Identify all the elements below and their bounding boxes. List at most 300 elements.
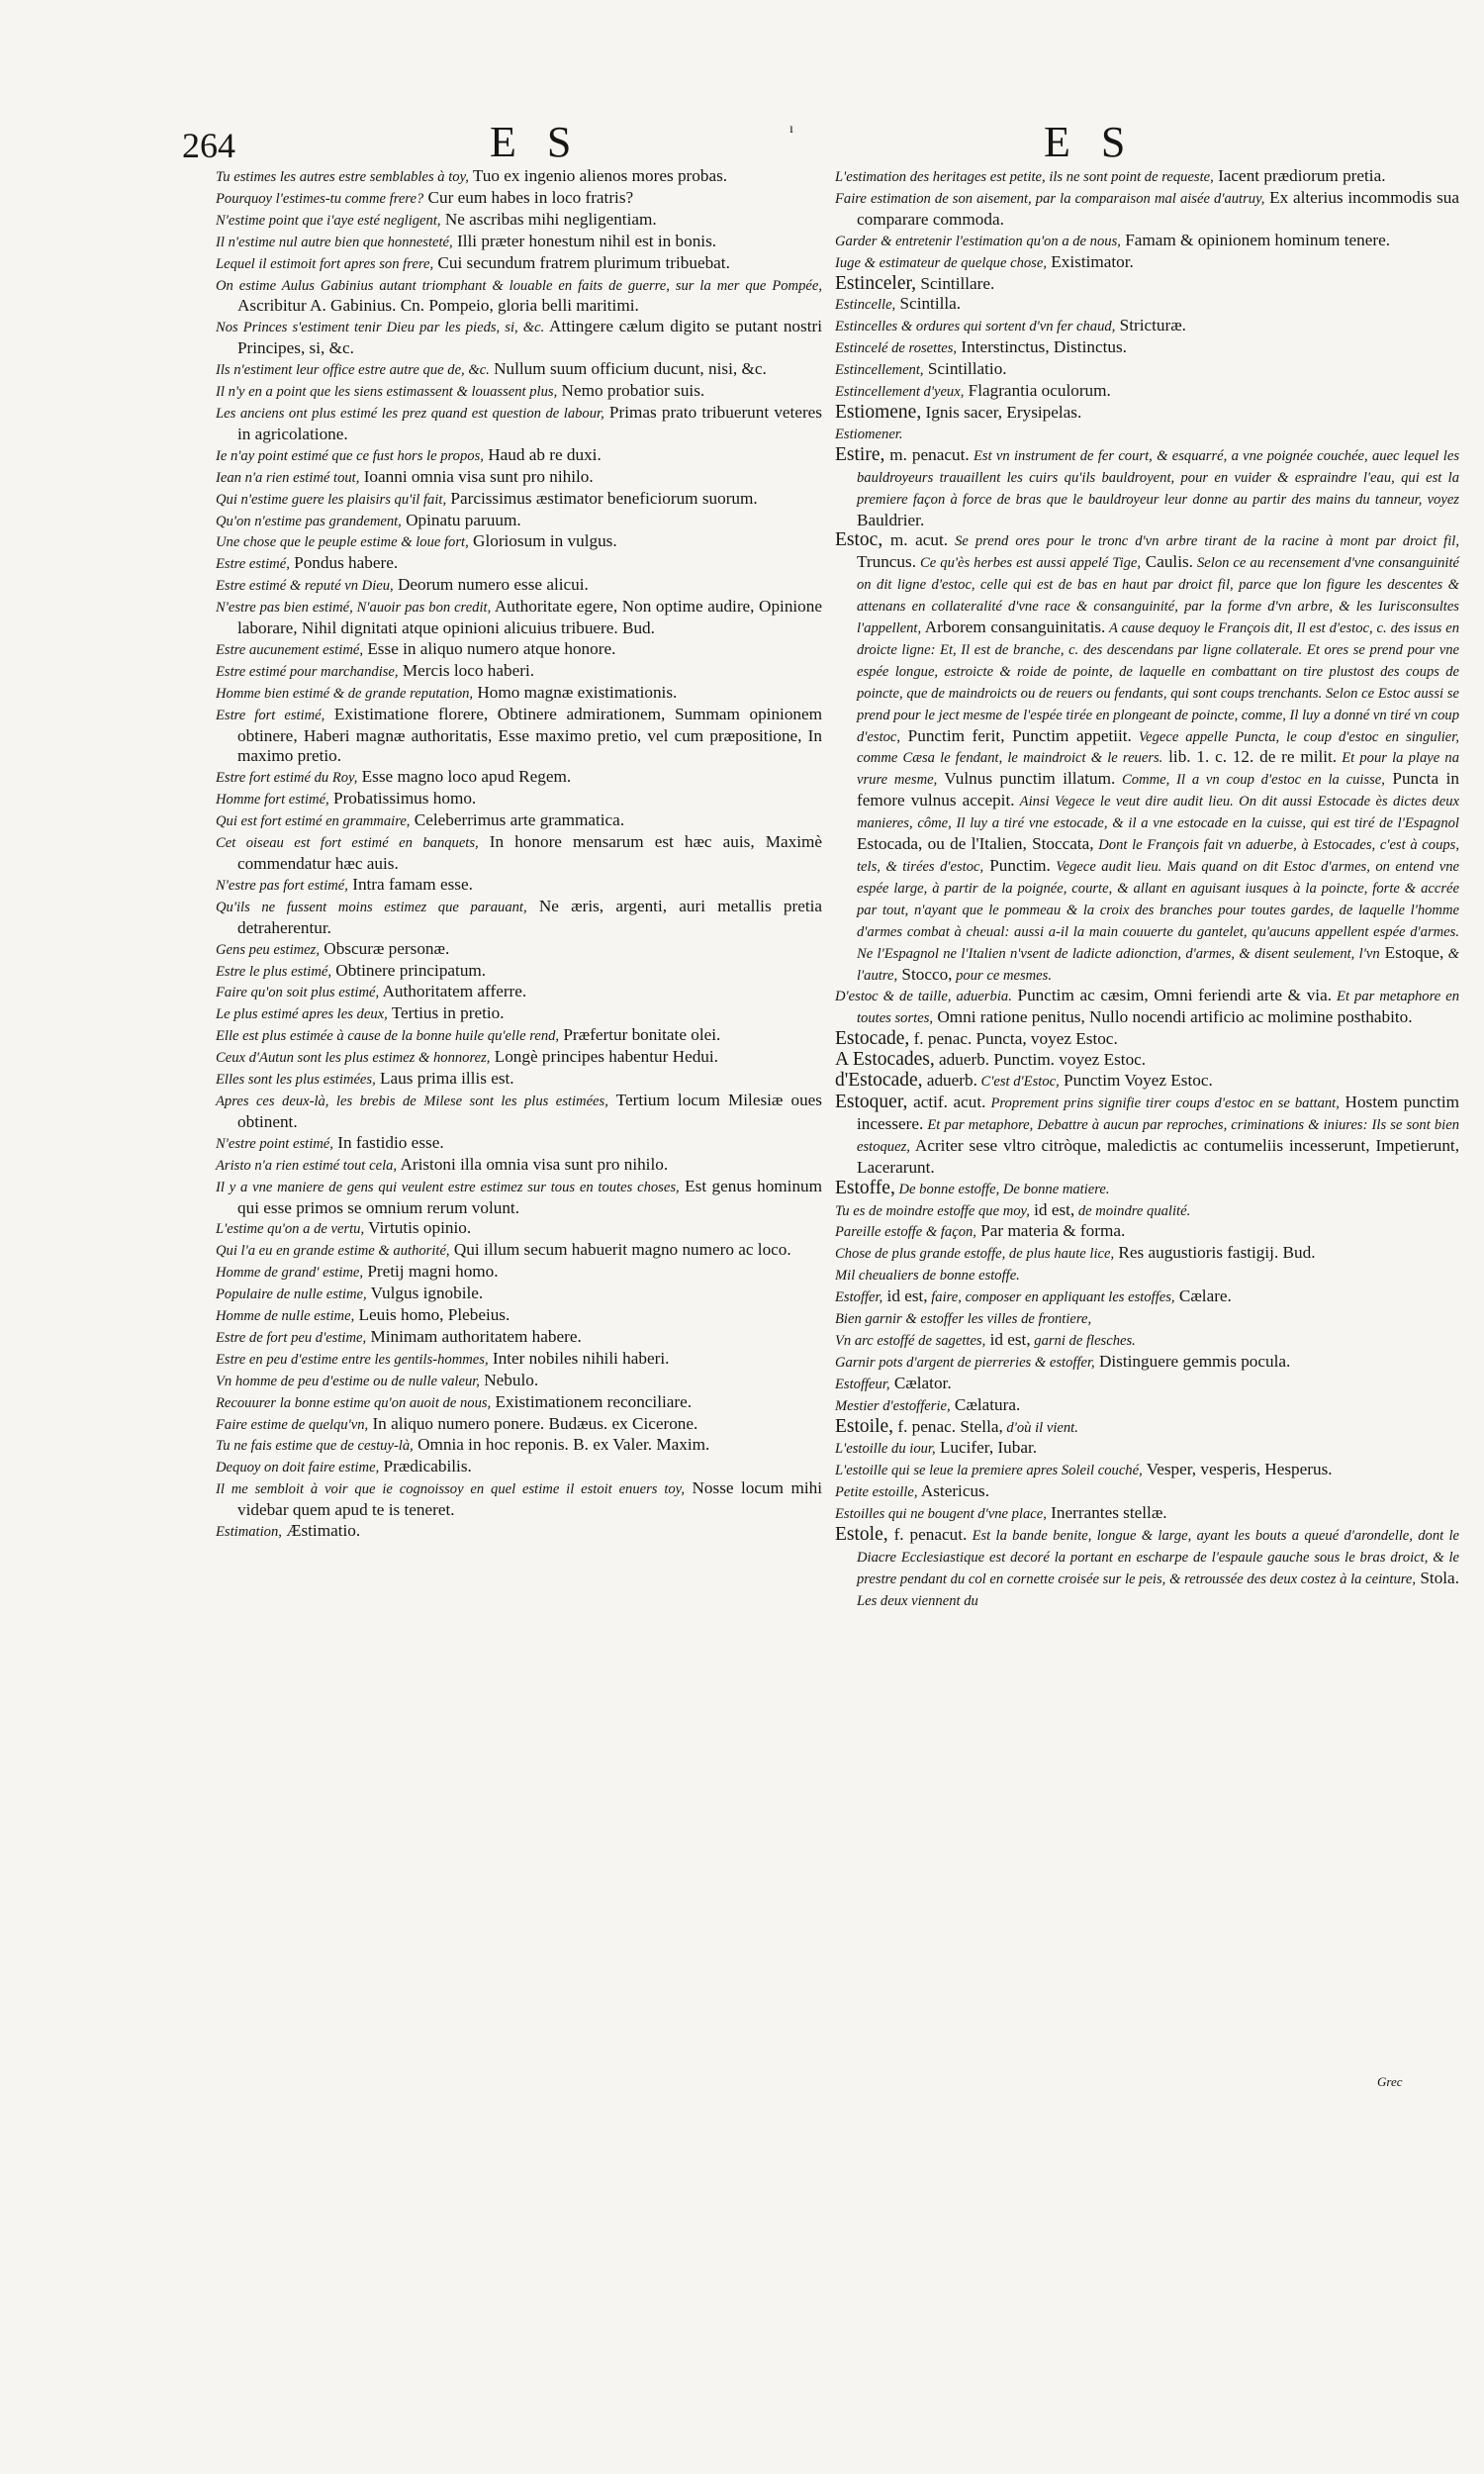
- latin-text: Inerrantes stellæ.: [1046, 1503, 1167, 1523]
- french-text: Comme, Il a vn coup d'estoc en la cuisse,: [1115, 772, 1385, 789]
- latin-text: Virtutis opinio.: [364, 1218, 472, 1238]
- french-text: Tu ne fais estime que de cestuy-là,: [216, 1438, 414, 1455]
- latin-text: Pretij magni homo.: [363, 1262, 499, 1282]
- dictionary-entry: [216, 317, 822, 359]
- dictionary-entry: [216, 253, 822, 275]
- latin-text: Stricturæ.: [1115, 316, 1186, 335]
- french-text: Dont le François fait vn aduerbe, à Estocades, c'est à coups, tels, & tirées d'estoc,: [857, 837, 1459, 875]
- dictionary-entry: [216, 875, 822, 897]
- dictionary-entry: [216, 275, 822, 318]
- french-text: Garnir pots d'argent de pierreries & estoffer,: [835, 1354, 1095, 1371]
- headword: Estoquer,: [835, 1091, 908, 1112]
- dictionary-entry: [216, 961, 822, 983]
- latin-text: Minimam authoritatem habere.: [366, 1326, 582, 1346]
- dictionary-entry: [216, 1240, 822, 1262]
- dictionary-entry: [835, 1417, 1459, 1439]
- latin-text: Authoritatem afferre.: [379, 982, 527, 1001]
- headword: d'Estocade,: [835, 1070, 923, 1092]
- headword: Estoile,: [835, 1415, 894, 1437]
- french-text: N'estre point estimé,: [216, 1135, 333, 1152]
- french-text: Estre aucunement estimé,: [216, 641, 364, 658]
- french-text: Et pour la playe na vrure mesme,: [857, 750, 1459, 789]
- dictionary-entry: [216, 232, 822, 253]
- dictionary-entry: [835, 1525, 1459, 1612]
- latin-text: Gloriosum in vulgus.: [468, 531, 617, 551]
- latin-text: Aristoni illa omnia visa sunt pro nihilo.: [397, 1154, 669, 1174]
- dictionary-entry: [835, 1352, 1459, 1374]
- latin-text: Interstinctus, Distinctus.: [957, 337, 1127, 357]
- dictionary-entry: [835, 231, 1459, 252]
- latin-text: Existimatione florere, Obtinere admirationem, Summam opinionem obtinere, Haberi magnæ authoritatis, Esse maximo pretio, vel cum præpositione, In maximo pretio.: [237, 704, 823, 766]
- french-text: Homme de nulle estime,: [216, 1308, 355, 1325]
- headword: Estinceler,: [835, 272, 917, 294]
- latin-text: Mercis loco haberi.: [398, 660, 535, 680]
- dictionary-entry: [835, 445, 1459, 531]
- dictionary-entry: [216, 1392, 822, 1414]
- french-text: A cause dequoy le François dit, Il est d'estoc, c. des issus en droicte ligne: Et, Il est de branche, c. des descendans par ligne collaterale. Et ores se prend pour vne espée longue, estroicte & roide de pointe, de laquelle en combattant on tire plustost des coups de poincte, que de maindroicts ou de reuers ou fendants, qui sont coups trenchants. Selon ce Estoc aussi se prend pour le ject mesme de l'espée tirée en plongeant de poincte, comme, Il luy a donné vn tiré vn coup d'estoc,: [857, 620, 1459, 745]
- french-text: Pareille estoffe & façon,: [835, 1224, 976, 1241]
- french-text: Et par metaphore en toutes sortes,: [857, 989, 1459, 1027]
- french-text: Qu'ils ne fussent moins estimez que parauant,: [216, 899, 527, 915]
- latin-text: Parcissimus æstimator beneficiorum suorum.: [446, 488, 758, 508]
- latin-text: Flagrantia oculorum.: [964, 381, 1111, 401]
- dictionary-entry: [835, 1243, 1459, 1265]
- dictionary-entry: [216, 1069, 822, 1091]
- dictionary-entry: [835, 359, 1459, 381]
- dictionary-entry: [835, 1503, 1459, 1525]
- latin-text: Nebulo.: [479, 1370, 539, 1389]
- french-text: Estincelé de rosettes,: [835, 340, 958, 357]
- dictionary-entry: [216, 1091, 822, 1133]
- latin-text: Omnia in hoc reponis. B. ex Valer. Maxim.: [413, 1435, 710, 1455]
- dictionary-entry: [835, 294, 1459, 316]
- french-text: Qui n'estime guere les plaisirs qu'il fait,: [216, 491, 447, 508]
- latin-text: Haud ab re duxi.: [483, 444, 602, 464]
- dictionary-entry: [216, 445, 822, 467]
- headword: Estole,: [835, 1524, 888, 1546]
- latin-text: Famam & opinionem hominum tenere.: [1120, 230, 1390, 249]
- french-text: Garder & entretenir l'estimation qu'on a de nous,: [835, 233, 1121, 249]
- latin-text: Tertius in pretio.: [387, 1003, 505, 1023]
- french-text: Vn homme de peu d'estime ou de nulle valeur,: [216, 1373, 480, 1389]
- french-text: Faire estimation de son aisement, par la comparaison mal aisée d'autruy,: [835, 190, 1265, 207]
- french-text: Estre de fort peu d'estime,: [216, 1329, 367, 1346]
- latin-text: Acriter sese vltro citròque, maledictis ac contumeliis incesserunt, Impetierunt, Lacerarunt.: [857, 1135, 1459, 1177]
- latin-text: Existimator.: [1046, 251, 1134, 271]
- dictionary-entry: [216, 1349, 822, 1371]
- latin-text: Bauldrier.: [857, 510, 925, 529]
- dictionary-entry: [835, 1050, 1459, 1071]
- french-text: Gens peu estimez,: [216, 941, 320, 958]
- french-text: L'estoille qui se leue la premiere apres Soleil couché,: [835, 1463, 1143, 1479]
- french-text: Homme fort estimé,: [216, 792, 329, 809]
- french-text: Estincellement d'yeux,: [835, 384, 965, 401]
- latin-text: id est,: [882, 1286, 928, 1306]
- dictionary-entry: [835, 424, 1459, 445]
- latin-text: id est,: [985, 1329, 1031, 1349]
- dictionary-entry: [835, 1374, 1459, 1395]
- french-text: Il y a vne maniere de gens qui veulent estre estimez sur tous en toutes choses,: [216, 1179, 680, 1195]
- french-text: Estre fort estimé du Roy,: [216, 770, 358, 787]
- dictionary-entry: [216, 489, 822, 511]
- latin-text: Opinatu paruum.: [401, 510, 521, 529]
- french-text: Qui est fort estimé en grammaire,: [216, 813, 411, 830]
- french-text: Estoilles qui ne bougent d'vne place,: [835, 1506, 1047, 1523]
- latin-text: Obtinere principatum.: [331, 960, 487, 980]
- dictionary-entry: [835, 1481, 1459, 1503]
- latin-text: f. penacut.: [887, 1525, 968, 1545]
- latin-text: Lucifer, Iubar.: [935, 1438, 1038, 1458]
- french-text: Estre le plus estimé,: [216, 963, 331, 980]
- french-text: Ceux d'Autun sont les plus estimez & honnorez,: [216, 1050, 491, 1067]
- french-text: Recouurer la bonne estime qu'on auoit de nous,: [216, 1394, 492, 1411]
- latin-text: m. penacut.: [884, 444, 970, 464]
- latin-text: Scintillare.: [916, 273, 995, 293]
- french-text: C'est d'Estoc,: [976, 1074, 1060, 1091]
- dictionary-entry: [835, 1093, 1459, 1179]
- latin-text: Ignis sacer, Erysipelas.: [921, 402, 1082, 422]
- dictionary-entry: [216, 982, 822, 1003]
- dictionary-entry: [216, 1262, 822, 1284]
- latin-text: Pondus habere.: [289, 553, 399, 573]
- dictionary-entry: [835, 1330, 1459, 1352]
- french-text: & l'autre,: [857, 945, 1459, 984]
- latin-text: Iacent prædiorum pretia.: [1213, 166, 1386, 185]
- dictionary-entry: [835, 1438, 1459, 1460]
- dictionary-entry: [835, 403, 1459, 424]
- dictionary-entry: [216, 511, 822, 532]
- latin-text: In honore mensarum est hæc auis, Maximè commendatur hæc auis.: [237, 832, 822, 873]
- french-text: Estoffer,: [835, 1289, 883, 1306]
- latin-text: Obscuræ personæ.: [319, 938, 450, 958]
- french-text: Elle est plus estimée à cause de la bonne huile qu'elle rend,: [216, 1028, 560, 1045]
- french-text: L'estime qu'on a de vertu,: [216, 1221, 365, 1238]
- french-text: Les deux viennent du: [857, 1592, 978, 1609]
- latin-text: Ne ascribas mihi negligentiam.: [440, 209, 657, 229]
- page-header: [0, 117, 1484, 166]
- latin-text: Præfertur bonitate olei.: [559, 1025, 721, 1045]
- latin-text: Cælare.: [1174, 1286, 1232, 1306]
- french-text: Estincelles & ordures qui sortent d'vn fer chaud,: [835, 319, 1116, 335]
- dictionary-entry: [216, 661, 822, 683]
- latin-text: Esse in aliquo numero atque honore.: [363, 638, 616, 658]
- latin-text: In aliquo numero ponere. Budæus. ex Cicerone.: [368, 1413, 698, 1433]
- dictionary-entry: [216, 1414, 822, 1436]
- headword: Estocade,: [835, 1028, 910, 1050]
- french-text: d'où il vient.: [1002, 1419, 1078, 1436]
- latin-text: Attingere cælum digito se putant nostri Principes, si, &c.: [237, 317, 822, 358]
- french-text: Estre en peu d'estime entre les gentils-hommes,: [216, 1351, 489, 1368]
- page-number: 264: [182, 126, 235, 165]
- dictionary-entry: [835, 1071, 1459, 1093]
- french-text: Estincellement,: [835, 362, 924, 379]
- latin-text: id est,: [1029, 1199, 1075, 1219]
- french-text: N'estime point que i'aye esté negligent,: [216, 212, 441, 229]
- headword: A Estocades,: [835, 1049, 935, 1071]
- latin-text: actif. acut.: [907, 1092, 986, 1111]
- dictionary-entry: [216, 897, 822, 939]
- french-text: Estre estimé & reputé vn Dieu,: [216, 578, 394, 595]
- french-text: Estre estimé pour marchandise,: [216, 663, 399, 680]
- french-text: Ce qu'ès herbes est aussi appelé Tige,: [916, 555, 1142, 572]
- latin-text: Nosse locum mihi videbar quem apud te is teneret.: [237, 1478, 822, 1520]
- headword: Estoffe,: [835, 1177, 895, 1198]
- latin-text: Scintilla.: [895, 294, 962, 314]
- dictionary-entry: [835, 1308, 1459, 1330]
- french-text: Est vn instrument de fer court, & esquarré, a vne poignée couchée, auec lequel les bauldroyeurs trauaillent les cuirs qu'ils bauldroyent, pour en vuider & espraindre l'eau, qui est la premiere façon à force de bras que le bauldroyeur leur donne au partir des mains du tanneur, voyez: [857, 447, 1460, 508]
- latin-text: lib. 1. c. 12. de re milit.: [1162, 747, 1338, 767]
- dictionary-entry: [835, 1395, 1459, 1417]
- dictionary-entry: [835, 316, 1459, 337]
- latin-text: Puncta in femore vulnus accepit.: [857, 769, 1459, 810]
- dictionary-entry: [835, 1200, 1459, 1222]
- latin-text: Qui illum secum habuerit magno numero ac loco.: [449, 1240, 791, 1260]
- latin-text: Leuis homo, Plebeius.: [354, 1305, 510, 1325]
- french-text: Tu es de moindre estoffe que moy,: [835, 1202, 1030, 1219]
- latin-text: Æstimatio.: [281, 1521, 361, 1541]
- latin-text: Truncus.: [857, 552, 917, 572]
- latin-text: Par materia & forma.: [975, 1221, 1126, 1241]
- latin-text: Estocada, ou de l'Italien, Stoccata,: [857, 834, 1094, 854]
- french-text: Cet oiseau est fort estimé en banquets,: [216, 835, 479, 852]
- latin-text: Celeberrimus arte grammatica.: [410, 810, 625, 830]
- dictionary-entry: [835, 1221, 1459, 1243]
- dictionary-entry: [216, 1003, 822, 1025]
- french-text: Faire qu'on soit plus estimé,: [216, 985, 380, 1001]
- dictionary-entry: [216, 210, 822, 232]
- dictionary-entry: [835, 1265, 1459, 1286]
- dictionary-entry: [216, 359, 822, 381]
- french-text: Estoffeur,: [835, 1376, 890, 1392]
- dictionary-entry: [216, 1371, 822, 1392]
- latin-text: Vulnus punctim illatum.: [937, 769, 1116, 789]
- dictionary-entry: [216, 553, 822, 575]
- print-mark: ı: [789, 122, 793, 137]
- running-head-left: E S: [490, 118, 582, 166]
- catchword: Grec: [1377, 2074, 1403, 2089]
- latin-text: Intra famam esse.: [347, 874, 473, 894]
- dictionary-entry: [835, 1460, 1459, 1481]
- french-text: Il n'y en a point que les siens estimassent & louassent plus,: [216, 384, 558, 401]
- french-text: Mil cheualiers de bonne estoffe.: [835, 1268, 1020, 1285]
- headword: Estiomene,: [835, 401, 922, 423]
- dictionary-entry: [835, 1029, 1459, 1050]
- french-text: Vegece appelle Puncta, le coup d'estoc en singulier, comme Cæsa le fendant, le maindroict & le reuers.: [857, 728, 1459, 767]
- latin-text: f. penac. Stella,: [893, 1416, 1003, 1436]
- dictionary-entry: [216, 403, 822, 445]
- french-text: Estre fort estimé,: [216, 707, 325, 723]
- latin-text: m. acut.: [882, 530, 949, 550]
- latin-text: Res augustioris fastigij. Bud.: [1114, 1243, 1316, 1263]
- french-text: Lequel il estimoit fort apres son frere,: [216, 255, 434, 272]
- french-text: Il me sembloit à voir que ie cognoissoy en quel estime il estoit enuers toy,: [216, 1481, 686, 1498]
- french-text: Aristo n'a rien estimé tout cela,: [216, 1157, 398, 1174]
- dictionary-entry: [835, 986, 1459, 1029]
- french-text: Les anciens ont plus estimé les prez quand est question de labour,: [216, 405, 604, 422]
- right-column: [835, 166, 1459, 1612]
- latin-text: Vulgus ignobile.: [366, 1284, 484, 1303]
- french-text: Et par metaphore, Debattre à aucun par reproches, criminations & iniures: Ils se sont bien estoquez,: [857, 1116, 1459, 1155]
- latin-text: Ascribitur A. Gabinius. Cn. Pompeio, gloria belli maritimi.: [237, 296, 639, 316]
- dictionary-entry: [216, 767, 822, 789]
- running-head-right: E S: [1044, 118, 1136, 166]
- french-text: Se prend ores pour le tronc d'vn arbre tirant de la racine à mont par droict fil,: [948, 533, 1459, 550]
- french-text: Dequoy on doit faire estime,: [216, 1460, 380, 1476]
- french-text: Ils n'estiment leur office estre autre que de, &c.: [216, 362, 490, 379]
- headword: Estoc,: [835, 529, 883, 551]
- latin-text: In fastidio esse.: [332, 1132, 444, 1152]
- dictionary-entry: [835, 274, 1459, 295]
- french-text: faire, composer en appliquant les estoffes,: [927, 1289, 1175, 1306]
- latin-text: Punctim.: [983, 856, 1051, 875]
- dictionary-entry: [835, 252, 1459, 274]
- dictionary-entry: [216, 575, 822, 597]
- latin-text: Scintillatio.: [923, 359, 1007, 379]
- french-text: Bien garnir & estoffer les villes de frontiere,: [835, 1311, 1092, 1328]
- french-text: Une chose que le peuple estime & loue fort,: [216, 534, 469, 551]
- french-text: Est la bande benite, longue & large, ayant les bouts a queué d'arondelle, dont le Diacre Ecclesiastique est decoré la portant en escharpe de l'espaule gauche sous le bras droict, & le prestre pendant du col en cornette croisée sur le peis, & retroussée des deux costez à la ceinture,: [857, 1528, 1460, 1587]
- latin-text: Nemo probatior suis.: [557, 381, 705, 401]
- dictionary-entry: [216, 639, 822, 661]
- latin-text: Illi præter honestum nihil est in bonis.: [452, 231, 717, 250]
- french-text: Il n'estime nul autre bien que honnesteté,: [216, 234, 453, 250]
- dictionary-entry: [216, 1478, 822, 1521]
- french-text: Faire estime de quelqu'vn,: [216, 1416, 369, 1433]
- french-text: Vegece audit lieu. Mais quand on dit Estoc d'armes, on entend vne espée large, à partir de la poignée, courte, & allant en aguisant iusques à la poincte, forte & accrée par tout, n'ayant que le pommeau & la croix des branches pour toutes gardes, de laquelle l'homme d'armes combat à cheual: aussi a-il la main couuerte du gantelet, qu'aucuns appellent espée d'armes. Ne l'Espagnol ne l'Italien n'vsent de ladicte adionction, d'armes, & disent seulement, l'vn: [857, 859, 1459, 962]
- french-text: Iean n'a rien estimé tout,: [216, 469, 360, 486]
- dictionary-entry: [835, 188, 1459, 231]
- french-text: N'estre pas bien estimé, N'auoir pas bon credit,: [216, 600, 492, 617]
- latin-text: Distinguere gemmis pocula.: [1094, 1351, 1291, 1371]
- dictionary-entry: [216, 1305, 822, 1327]
- dictionary-entry: [216, 939, 822, 961]
- dictionary-entry: [216, 1435, 822, 1457]
- french-text: Estre estimé,: [216, 556, 290, 573]
- dictionary-entry: [835, 530, 1459, 986]
- latin-text: Tuo ex ingenio alienos mores probas.: [468, 166, 728, 185]
- latin-text: Omni ratione penitus, Nullo nocendi artificio ac molimine posthabito.: [933, 1007, 1413, 1027]
- dictionary-entry: [216, 1025, 822, 1047]
- french-text: Nos Princes s'estiment tenir Dieu par les pieds, si, &c.: [216, 320, 545, 336]
- dictionary-entry: [216, 467, 822, 489]
- latin-text: aduerb. Punctim. voyez Estoc.: [934, 1050, 1147, 1070]
- dictionary-entry: [835, 1286, 1459, 1308]
- dictionary-entry: [216, 1047, 822, 1069]
- latin-text: Probatissimus homo.: [328, 789, 477, 809]
- french-text: D'estoc & de taille, aduerbia.: [835, 989, 1012, 1005]
- latin-text: Ex alterius incommodis sua comparare commoda.: [857, 187, 1459, 229]
- dictionary-entry: [216, 531, 822, 553]
- french-text: Estiomener.: [835, 426, 903, 442]
- french-text: pour ce mesmes.: [952, 967, 1052, 984]
- french-text: L'estoille du iour,: [835, 1441, 936, 1458]
- latin-text: f. penac. Puncta, voyez Estoc.: [909, 1029, 1118, 1049]
- dictionary-entry: [216, 188, 822, 210]
- latin-text: Punctim ferit, Punctim appetiit.: [900, 725, 1132, 745]
- latin-text: Longè principes habentur Hedui.: [490, 1047, 718, 1067]
- french-text: Qui l'a eu en grande estime & authorité,: [216, 1243, 450, 1260]
- dictionary-entry: [216, 166, 822, 188]
- french-text: Qu'on n'estime pas grandement,: [216, 513, 402, 529]
- dictionary-entry: [216, 381, 822, 403]
- latin-text: Stola.: [1416, 1568, 1459, 1587]
- latin-text: Punctim ac cæsim, Omni feriendi arte & via.: [1011, 986, 1333, 1005]
- french-text: Estimation,: [216, 1524, 282, 1541]
- dictionary-entry: [216, 789, 822, 810]
- dictionary-entry: [216, 832, 822, 875]
- french-text: Apres ces deux-là, les brebis de Milese sont les plus estimées,: [216, 1093, 608, 1109]
- latin-text: Punctim Voyez Estoc.: [1059, 1071, 1213, 1091]
- french-text: Homme de grand' estime,: [216, 1265, 364, 1282]
- french-text: Petite estoille,: [835, 1484, 918, 1501]
- latin-text: Authoritate egere, Non optime audire, Opinione laborare, Nihil dignitati atque opinioni alicuius tribuere. Bud.: [237, 597, 822, 638]
- french-text: Pourquoy l'estimes-tu comme frere?: [216, 190, 424, 207]
- french-text: Tu estimes les autres estre semblables à toy,: [216, 169, 469, 185]
- french-text: L'estimation des heritages est petite, ils ne sont point de requeste,: [835, 169, 1214, 185]
- dictionary-entry: [216, 1521, 822, 1543]
- latin-text: Hostem punctim incessere.: [857, 1092, 1459, 1133]
- latin-text: Estoque,: [1379, 942, 1444, 962]
- french-text: N'estre pas fort estimé,: [216, 877, 348, 894]
- latin-text: Cælatura.: [950, 1394, 1021, 1414]
- french-text: Vn arc estoffé de sagettes,: [835, 1332, 986, 1349]
- latin-text: aduerb.: [922, 1071, 977, 1091]
- dictionary-entry: [216, 1218, 822, 1240]
- french-text: Chose de plus grande estoffe, de plus haute lice,: [835, 1246, 1115, 1263]
- french-text: Iuge & estimateur de quelque chose,: [835, 254, 1047, 271]
- latin-text: Vesper, vesperis, Hesperus.: [1142, 1460, 1333, 1479]
- dictionary-entry: [216, 1155, 822, 1177]
- dictionary-entry: [216, 810, 822, 832]
- latin-text: Laus prima illis est.: [375, 1069, 514, 1089]
- latin-text: Ne æris, argenti, auri metallis pretia detraherentur.: [237, 896, 822, 937]
- french-text: Proprement prins signifie tirer coups d'estoc en se battant,: [985, 1094, 1340, 1111]
- latin-text: Primas prato tribuerunt veteres in agricolatione.: [237, 402, 822, 443]
- dictionary-entry: [216, 1133, 822, 1155]
- latin-text: Nullum suum officium ducunt, nisi, &c.: [489, 359, 767, 379]
- latin-text: Homo magnæ existimationis.: [473, 682, 678, 702]
- french-text: Mestier d'estofferie,: [835, 1397, 951, 1414]
- latin-text: Stocco,: [897, 964, 953, 984]
- latin-text: Tertium locum Milesiæ oues obtinent.: [237, 1090, 822, 1131]
- latin-text: Deorum numero esse alicui.: [393, 575, 589, 595]
- latin-text: Cælator.: [889, 1373, 952, 1392]
- french-text: Selon ce au recensement d'vne consanguinité on dit ligne d'estoc, celle qui est de bas en haut par droict fil, parce que lon figure les descentes & attenans en collateralité d'vne race & consanguinité, par la forme d'vn arbre, & les Iurisconsultes l'appellent,: [857, 555, 1459, 637]
- french-text: On estime Aulus Gabinius autant triomphant & louable en faits de guerre, sur la mer que Pompée,: [216, 277, 822, 294]
- dictionary-entry: [216, 1177, 822, 1219]
- dictionary-entry: [216, 705, 822, 768]
- dictionary-entry: [216, 1327, 822, 1349]
- french-text: Ie n'ay point estimé que ce fust hors le propos,: [216, 447, 484, 464]
- latin-text: Est genus hominum qui esse primos se omnium rerum volunt.: [237, 1176, 823, 1217]
- dictionary-entry: [835, 1179, 1459, 1200]
- latin-text: Arborem consanguinitatis.: [921, 618, 1106, 637]
- french-text: De bonne estoffe, De bonne matiere.: [894, 1181, 1110, 1197]
- dictionary-entry: [835, 337, 1459, 359]
- latin-text: Inter nobiles nihili haberi.: [488, 1348, 670, 1368]
- dictionary-entry: [216, 597, 822, 639]
- french-text: Homme bien estimé & de grande reputation,: [216, 685, 474, 702]
- french-text: Ainsi Vegece le veut dire audit lieu. On dit aussi Estocade ès dictes deux manieres, côme, Il luy a tiré vne estocade, & il a vne estocade en la cuisse, qui est tiré de l'Espagnol: [857, 794, 1459, 832]
- french-text: de moindre qualité.: [1074, 1202, 1191, 1219]
- latin-text: Prædicabilis.: [379, 1457, 472, 1476]
- latin-text: Caulis.: [1141, 552, 1193, 572]
- dictionary-entry: [835, 166, 1459, 188]
- latin-text: Existimationem reconciliare.: [491, 1391, 693, 1411]
- french-text: Elles sont les plus estimées,: [216, 1072, 376, 1089]
- latin-text: Cui secundum fratrem plurimum tribuebat.: [433, 252, 730, 272]
- latin-text: Esse magno loco apud Regem.: [357, 767, 572, 787]
